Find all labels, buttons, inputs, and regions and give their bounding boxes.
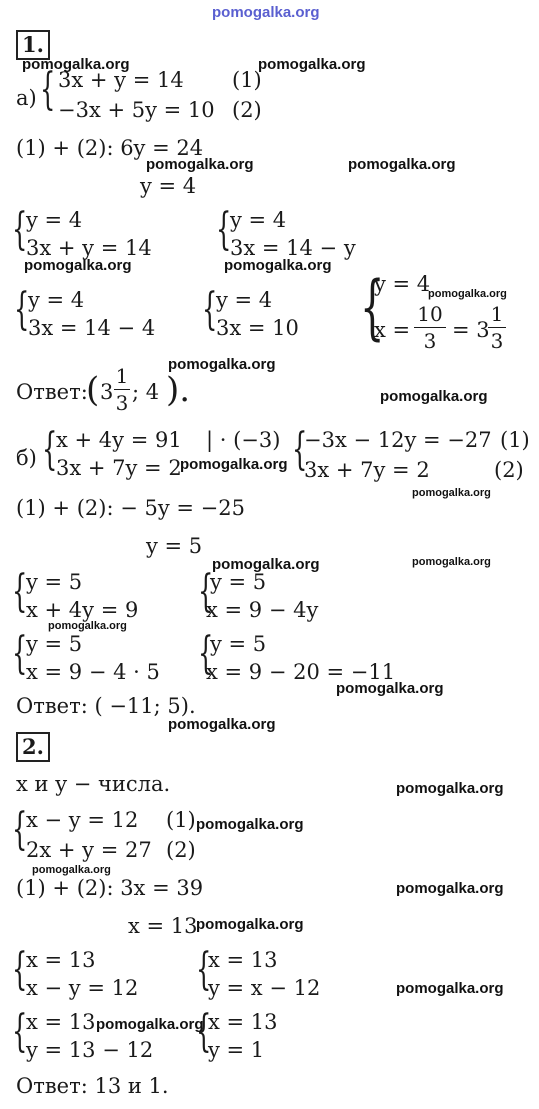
- equation: y = 1: [208, 1038, 265, 1062]
- equation: x =: [374, 318, 411, 342]
- watermark: pomogalka.org: [96, 1016, 204, 1033]
- watermark: pomogalka.org: [168, 716, 276, 733]
- system-brace: {: [14, 284, 30, 335]
- part-a-label: а): [16, 86, 37, 110]
- sum-step: (1) + (2): 3x = 39: [16, 876, 204, 900]
- equation: 3x = 14 − y: [230, 236, 356, 260]
- equation: y = 4: [28, 288, 85, 312]
- x-result: x = 13: [128, 914, 198, 938]
- answer-close-paren: ).: [166, 370, 191, 410]
- fraction-numerator: 1: [490, 302, 504, 326]
- watermark: pomogalka.org: [196, 916, 304, 933]
- fraction-numerator: 10: [417, 302, 443, 326]
- equation: x = 9 − 4 · 5: [26, 660, 160, 684]
- watermark: pomogalka.org: [396, 780, 504, 797]
- watermark: pomogalka.org: [380, 388, 488, 405]
- answer: Ответ: 13 и 1.: [16, 1074, 169, 1098]
- system-brace: {: [198, 566, 214, 617]
- sum-step: (1) + (2): 6y = 24: [16, 136, 204, 160]
- equation: −3x + 5y = 10: [58, 98, 215, 122]
- equation: 3x = 10: [216, 316, 299, 340]
- y-result: y = 5: [146, 534, 203, 558]
- answer-label: Ответ:: [16, 380, 88, 404]
- watermark: pomogalka.org: [336, 680, 444, 697]
- equation-tag: (1): [166, 808, 196, 832]
- equation: y = 4: [230, 208, 287, 232]
- watermark: pomogalka.org: [396, 980, 504, 997]
- equation: −3x − 12y = −27: [304, 428, 492, 452]
- system-brace: {: [12, 1006, 28, 1057]
- system-brace: {: [360, 266, 385, 348]
- watermark: pomogalka.org: [412, 487, 491, 499]
- fraction-denominator: 3: [115, 391, 129, 415]
- equation: y = 5: [210, 632, 267, 656]
- watermark: pomogalka.org: [212, 556, 320, 573]
- equation: x = 13: [26, 1010, 96, 1034]
- equation: 3x + 7y = 2: [56, 456, 182, 480]
- fraction-denominator: 3: [490, 329, 504, 353]
- equation: x + 4y = 91: [56, 428, 182, 452]
- system-brace: {: [216, 204, 232, 255]
- equation-tag: (1): [500, 428, 530, 452]
- watermark-top[interactable]: pomogalka.org: [212, 4, 320, 21]
- equation-tag: (1): [232, 68, 262, 92]
- equation: x = 13: [208, 948, 278, 972]
- task-number-1: 1.: [16, 30, 50, 60]
- equation: x = 13: [208, 1010, 278, 1034]
- equation: y = 4: [374, 272, 431, 296]
- watermark: pomogalka.org: [396, 880, 504, 897]
- system-brace: {: [12, 566, 28, 617]
- equation: x − y = 12: [26, 808, 139, 832]
- intro-text: x и y − числа.: [16, 772, 171, 796]
- system-brace: {: [12, 804, 28, 855]
- fraction: [114, 364, 130, 415]
- fraction-denominator: 3: [423, 329, 437, 353]
- equation: x = 9 − 20 = −11: [206, 660, 396, 684]
- watermark: pomogalka.org: [24, 257, 132, 274]
- equation: x = 13: [26, 948, 96, 972]
- fraction: [488, 302, 506, 353]
- system-brace: {: [12, 204, 28, 255]
- equation: y = 13 − 12: [26, 1038, 154, 1062]
- answer: Ответ: ( −11; 5).: [16, 694, 196, 718]
- fraction-numerator: 1: [115, 364, 129, 388]
- fraction: [414, 302, 446, 353]
- equation: = 3: [452, 318, 490, 342]
- answer-rest: ; 4: [132, 380, 160, 404]
- equation: 3x + y = 14: [26, 236, 152, 260]
- equation-tag: (2): [232, 98, 262, 122]
- watermark: pomogalka.org: [22, 56, 130, 73]
- system-brace: {: [198, 628, 214, 679]
- equation-tag: (2): [166, 838, 196, 862]
- watermark: pomogalka.org: [48, 620, 127, 632]
- watermark: pomogalka.org: [224, 257, 332, 274]
- system-brace: {: [12, 628, 28, 679]
- equation: 3x + 7y = 2: [304, 458, 430, 482]
- equation: y = x − 12: [208, 976, 321, 1000]
- system-brace: {: [42, 424, 58, 475]
- equation: y = 5: [26, 632, 83, 656]
- equation: y = 4: [216, 288, 273, 312]
- answer-open-paren: (: [86, 370, 100, 410]
- equation: 3x = 14 − 4: [28, 316, 156, 340]
- multiplier: | · (−3): [206, 428, 281, 452]
- equation: y = 4: [26, 208, 83, 232]
- system-brace: {: [40, 64, 56, 115]
- equation: y = 5: [210, 570, 267, 594]
- watermark: pomogalka.org: [32, 864, 111, 876]
- equation: x − y = 12: [26, 976, 139, 1000]
- answer-integer: 3: [100, 380, 114, 404]
- watermark: pomogalka.org: [348, 156, 456, 173]
- watermark: pomogalka.org: [412, 556, 491, 568]
- watermark: pomogalka.org: [180, 456, 288, 473]
- watermark: pomogalka.org: [196, 816, 304, 833]
- system-brace: {: [196, 944, 212, 995]
- system-brace: {: [292, 424, 308, 475]
- part-b-label: б): [16, 446, 37, 470]
- y-result: y = 4: [140, 174, 197, 198]
- system-brace: {: [196, 1006, 212, 1057]
- equation-tag: (2): [494, 458, 524, 482]
- watermark: pomogalka.org: [428, 288, 507, 300]
- watermark: pomogalka.org: [146, 156, 254, 173]
- equation: y = 5: [26, 570, 83, 594]
- equation: x + 4y = 9: [26, 598, 139, 622]
- equation: x = 9 − 4y: [206, 598, 319, 622]
- task-number-2: 2.: [16, 732, 50, 762]
- watermark: pomogalka.org: [168, 356, 276, 373]
- system-brace: {: [202, 284, 218, 335]
- equation: 3x + y = 14: [58, 68, 184, 92]
- system-brace: {: [12, 944, 28, 995]
- equation: 2x + y = 27: [26, 838, 152, 862]
- watermark: pomogalka.org: [258, 56, 366, 73]
- sum-step: (1) + (2): − 5y = −25: [16, 496, 245, 520]
